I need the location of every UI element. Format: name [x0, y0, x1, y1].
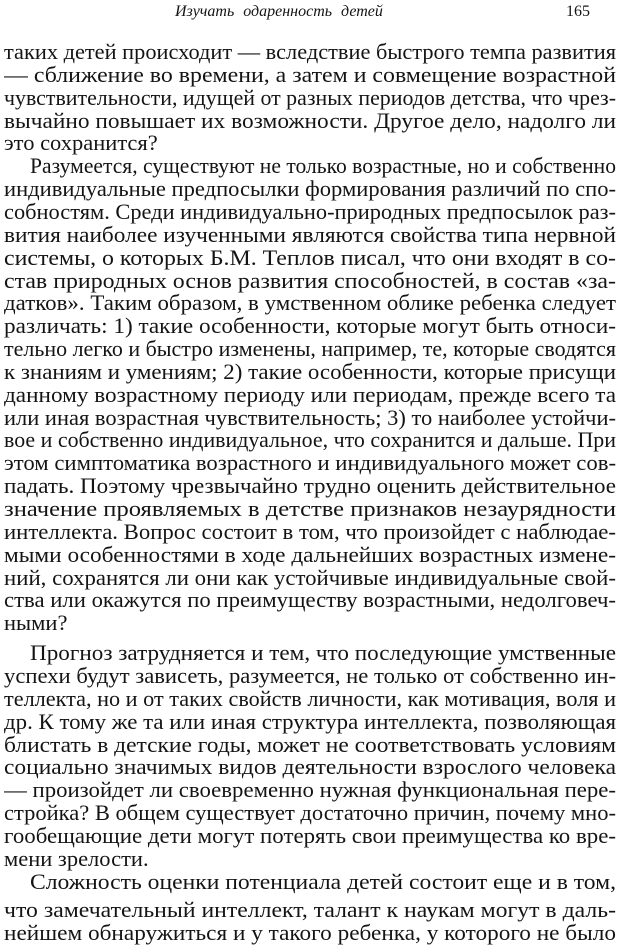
text-line-content: блистать в детские годы, может не соответствовать условиям [4, 731, 616, 757]
text-line-content: нейшем обнаружиться и у такого ребенка, у которого не было [4, 920, 616, 946]
text-line-content: системы, о которых Б.М. Теплов писал, что они входят в со- [4, 244, 616, 270]
text-line [4, 869, 616, 895]
text-line-content: Сложность оценки потенциала детей состоит еще и в том, [30, 868, 616, 894]
text-line-content: стройка? В общем существует достаточно причин, почему мно- [4, 800, 616, 826]
text-line [4, 920, 616, 946]
text-line-content: гообещающие дети могут потерять свои преимущества ко вре- [4, 822, 616, 848]
text-line-content: — произойдет ли своевременно нужная функциональная пере- [4, 777, 616, 803]
page-number: 165 [566, 3, 590, 20]
text-line-content: мыми особенностями в ходе дальнейших возрастных измене- [4, 541, 616, 567]
text-line-content: тельно легко и быстро изменены, например, те, которые сводятся [4, 336, 616, 362]
text-line-content: данному возрастному периоду или периодам, прежде всего та [4, 381, 616, 407]
text-line-content: — сближение во времени, а затем и совмещение возрастной [4, 61, 616, 87]
text-line-content: различать: 1) такие особенности, которые могут быть относи- [4, 313, 616, 339]
text-line-content: таких детей происходит — вследствие быстрого темпа развития [4, 39, 616, 64]
text-line-content: вое и собственно индивидуальное, что сохранится и дальше. При [4, 427, 616, 453]
text-line-content: этом симптоматика возрастного и индивидуального может сов- [4, 450, 616, 476]
text-line-content: мени зрелости. [4, 845, 149, 871]
text-line-content: датков». Таким образом, в умственном облике ребенка следует [4, 290, 616, 316]
text-line-content: Прогноз затрудняется и тем, что последующие умственные [30, 640, 616, 666]
text-line [4, 610, 616, 636]
text-line-content: ными? [4, 610, 68, 636]
text-line-content: значение проявляемых в детстве признаков незаурядности [4, 496, 616, 521]
text-line-content: ства или окажутся по преимуществу возрастными, недолговеч- [4, 587, 616, 613]
text-line-content: это сохранится? [4, 130, 158, 156]
text-line-content: чувствительности, идущей от разных периодов детства, что чрез- [4, 84, 616, 110]
text-line-content: к знаниям и умениям; 2) такие особенности, которые присущи [4, 358, 616, 384]
text-line-content: ний, сохранятся ли они как устойчивые индивидуальные свой- [4, 564, 616, 590]
text-line-content: успехи будут зависеть, разумеется, не только от собственно ин- [4, 662, 616, 688]
text-line-content: падать. Поэтому чрезвычайно трудно оценить действительное [4, 473, 616, 499]
text-line-content: социально значимых видов деятельности взрослого человека [4, 754, 616, 780]
page-header [0, 0, 620, 24]
text-line-content: интеллекта. Вопрос состоит в том, что произойдет с наблюдае- [4, 518, 616, 544]
text-line-content: вития наиболее изученными являются свойства типа нервной [4, 221, 616, 247]
text-line-content: собностям. Среди индивидуально-природных предпосылок раз- [4, 198, 616, 224]
text-line-content: став природных основ развития способностей, в состав «за- [4, 267, 616, 293]
text-line-content: что замечательный интеллект, талант к наукам могут в даль- [4, 897, 616, 923]
text-line-content: теллекта, но и от таких свойств личности, как мотивация, воля и [4, 685, 616, 711]
text-line-content: Разумеется, существуют не только возрастные, но и собственно [30, 153, 616, 179]
text-line-content: вычайно повышает их возможности. Другое дело, надолго ли [4, 107, 616, 133]
text-line-content: индивидуальные предпосылки формирования различий по спо- [4, 176, 616, 202]
text-line-content: др. К тому же та или иная структура интеллекта, позволяющая [4, 708, 616, 734]
text-line-content: или иная возрастная чувствительность; 3) то наиболее устойчи- [4, 404, 616, 430]
running-title: Изучать одаренность детей [175, 3, 383, 20]
